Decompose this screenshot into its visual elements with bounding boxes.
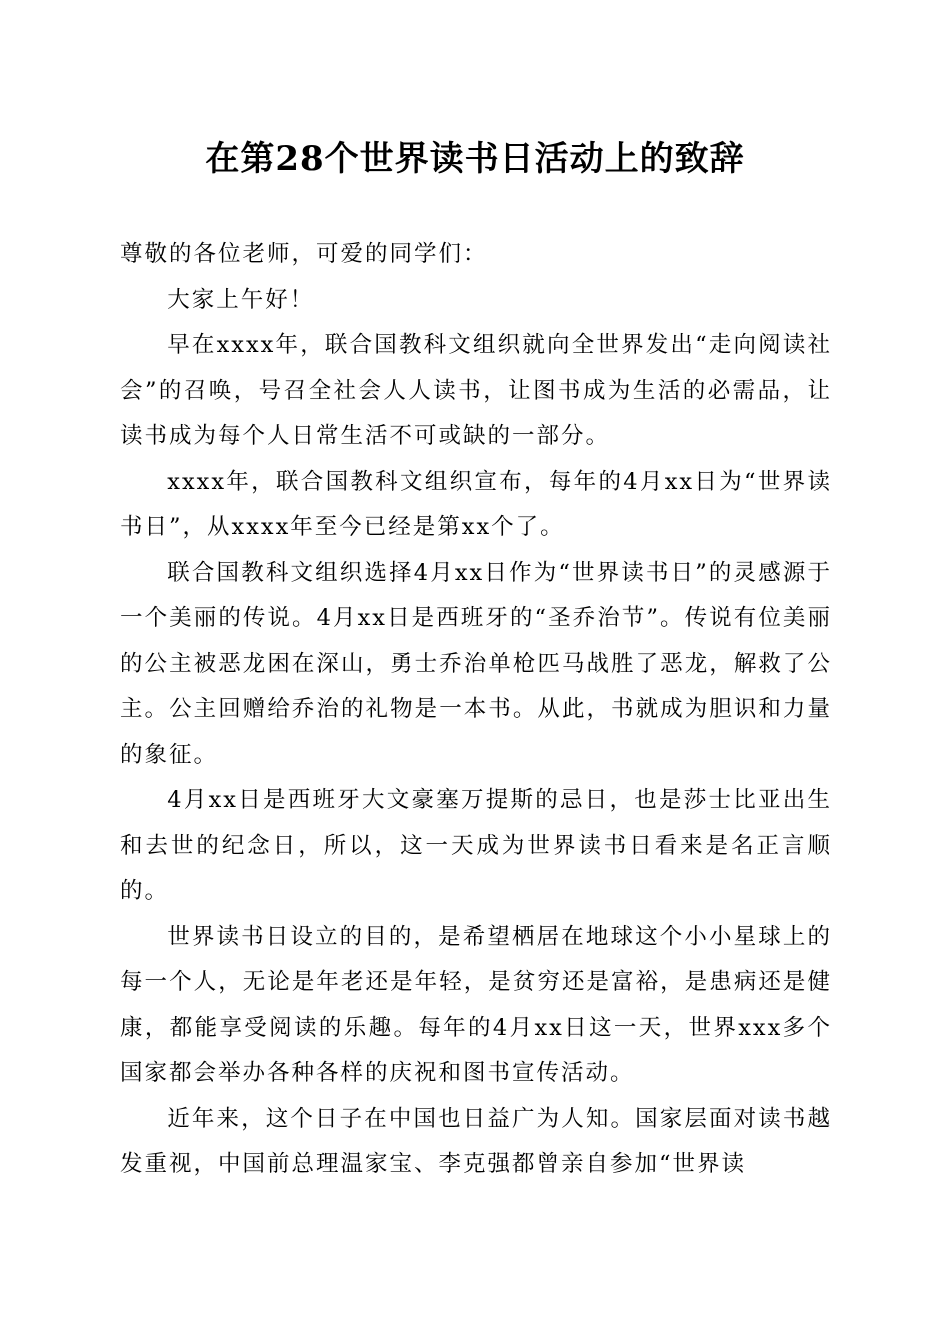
paragraph: 联合国教科文组织选择4月xx日作为“世界读书日”的灵感源于一个美丽的传说。4月xx日是西班牙的“圣乔治节”。传说有位美丽的公主被恶龙困在深山，勇士乔治单枪匹马战胜了恶龙，解救了公主。公主回赠给乔治的礼物是一本书。从此，书就成为胆识和力量的象征。 [120,559,832,768]
salutation: 尊敬的各位老师，可爱的同学们： [120,241,488,267]
paragraph: 4月xx日是西班牙大文豪塞万提斯的忌日，也是莎士比亚出生和去世的纪念日，所以，这一天成为世界读书日看来是名正言顺的。 [120,787,832,904]
page-title: 在第28个世界读书日活动上的致辞 [205,139,745,179]
paragraph: 世界读书日设立的目的，是希望栖居在地球这个小小星球上的每一个人，无论是年老还是年轻，是贫穷还是富裕，是患病还是健康，都能享受阅读的乐趣。每年的4月xx日这一天，世界xxx多个国家都会举办各种各样的庆祝和图书宣传活动。 [120,923,832,1086]
paragraph: 早在xxxx年，联合国教科文组织就向全世界发出“走向阅读社会”的召唤，号召全社会人人读书，让图书成为生活的必需品，让读书成为每个人日常生活不可或缺的一部分。 [120,332,832,449]
document-body [120,232,832,1188]
paragraph: xxxx年，联合国教科文组织宣布，每年的4月xx日为“世界读书日”，从xxxx年至今已经是第xx个了。 [120,468,832,540]
paragraph: 近年来，这个日子在中国也日益广为人知。国家层面对读书越发重视，中国前总理温家宝、李克强都曾亲自参加“世界读 [120,1105,832,1177]
paragraph-greeting: 大家上午好！ [167,286,315,313]
